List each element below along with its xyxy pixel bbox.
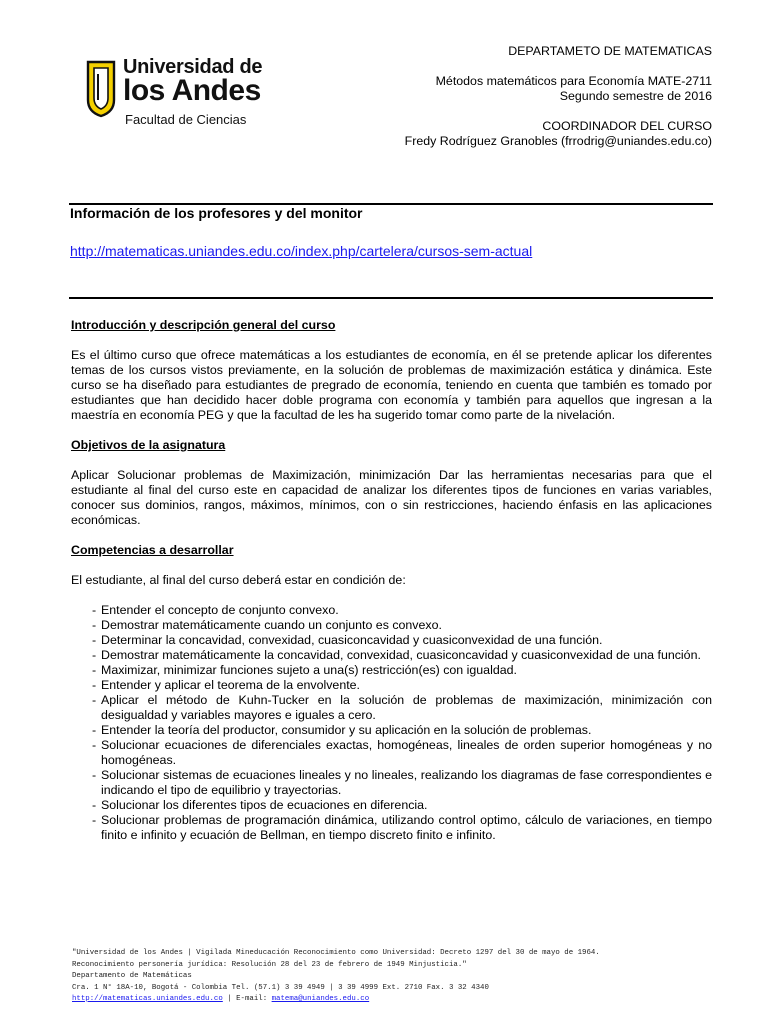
footer-email-label: | E-mail:: [222, 995, 272, 1003]
course-header: [405, 44, 712, 149]
department-name: DEPARTAMETO DE MATEMATICAS: [508, 44, 712, 58]
objectives-heading: Objetivos de la asignatura: [71, 438, 226, 452]
footer-line1: "Universidad de los Andes | Vigilada Mineducación Reconocimiento como Universidad: Decreto 1297 del 30 de mayo de 1964.: [72, 949, 600, 957]
list-item: - Entender la teoría del productor, consumidor y su aplicación en la solución de problemas.: [92, 723, 592, 737]
page-footer: [72, 948, 712, 1006]
semester: Segundo semestre de 2016: [559, 89, 712, 103]
footer-line5: [72, 994, 712, 1006]
university-logo: [86, 56, 266, 136]
list-item: - Solucionar los diferentes tipos de ecuaciones en diferencia.: [92, 798, 428, 812]
list-item: - Demostrar matemáticamente la concavidad, convexidad, cuasiconcavidad y cuasiconvexidad de una función.: [92, 648, 701, 662]
list-item: - Solucionar sistemas de ecuaciones lineales y no lineales, realizando los diagramas de fase correspondientes e indicando el tipo de equilibrio y trayectorias.: [92, 768, 712, 797]
competencies-heading: Competencias a desarrollar: [71, 543, 234, 557]
shield-icon: [86, 60, 116, 118]
courses-link[interactable]: http://matematicas.uniandes.edu.co/index.php/cartelera/cursos-sem-actual: [70, 243, 533, 259]
footer-line2: Reconocimiento personería jurídica: Resolución 28 del 23 de febrero de 1949 Minjusticia.": [72, 960, 467, 969]
intro-paragraph: Es el último curso que ofrece matemáticas a los estudiantes de economía, en él se pretende aplicar los diferentes temas de los cursos vistos previamente, en la solución de problemas de maximización estática y dinámica. Este curso se ha diseñado para estudiantes de pregrado de economía, teniendo en cuenta que también es tomado por estudiantes que han decidido hacer doble programa con economía y también para aquellos que ingresan a la maestría en economía PEG y que la facultad de les ha sugerido tomar como parte de la nivelación.: [71, 348, 712, 422]
list-item: - Solucionar problemas de programación dinámica, utilizando control optimo, cálculo de variaciones, en tiempo finito e infinito y ecuación de Bellman, en tiempo discreto finito e infinito.: [92, 813, 712, 842]
faculty-name: Facultad de Ciencias: [125, 112, 247, 127]
list-item: - Demostrar matemáticamente cuando un conjunto es convexo.: [92, 618, 442, 632]
list-item: - Aplicar el método de Kuhn-Tucker en la solución de problemas de maximización, minimización con desigualdad y variables mayores e iguales a cero.: [92, 693, 712, 722]
logo-name-line1: Universidad de: [123, 56, 263, 78]
competencies-intro: El estudiante, al final del curso deberá estar en condición de:: [71, 573, 406, 587]
coordinator-label: COORDINADOR DEL CURSO: [542, 119, 712, 133]
divider-bottom: [69, 297, 713, 299]
intro-heading: Introducción y descripción general del curso: [71, 318, 336, 332]
coordinator-name: Fredy Rodríguez Granobles (frrodrig@uniandes.edu.co): [404, 134, 712, 148]
footer-line4: Cra. 1 N° 18A-10, Bogotá - Colombia Tel. (57.1) 3 39 4949 | 3 39 4999 Ext. 2710 Fax. 3 32 4340: [72, 983, 489, 992]
list-item: - Solucionar ecuaciones de diferenciales exactas, homogéneas, lineales de orden superior homogéneas y no homogéneas.: [92, 738, 712, 767]
list-item: - Maximizar, minimizar funciones sujeto a una(s) restricción(es) con igualdad.: [92, 663, 517, 677]
course-content: [71, 318, 712, 843]
list-item: - Entender el concepto de conjunto convexo.: [92, 603, 339, 617]
footer-email-link[interactable]: matema@uniandes.edu.co: [271, 995, 370, 1003]
course-name: Métodos matemáticos para Economía MATE-2711: [435, 74, 712, 88]
objectives-paragraph: Aplicar Solucionar problemas de Maximización, minimización Dar las herramientas necesarias para que el estudiante al final del curso este en capacidad de analizar los diferentes tipos de funciones en varias variables, conocer sus dominios, rangos, máximos, mínimos, con o sin restricciones, haciendo énfasis en las aplicaciones económicas.: [71, 468, 712, 527]
list-item: - Entender y aplicar el teorema de la envolvente.: [92, 678, 360, 692]
logo-name-line2: los Andes: [123, 74, 261, 107]
competencies-list: [71, 603, 712, 843]
footer-line3: Departamento de Matemáticas: [72, 972, 192, 980]
footer-website-link[interactable]: http://matematicas.uniandes.edu.co: [72, 995, 223, 1003]
list-item: - Determinar la concavidad, convexidad, cuasiconcavidad y cuasiconvexidad de una función.: [92, 633, 603, 647]
info-title: Información de los profesores y del monitor: [70, 205, 363, 221]
